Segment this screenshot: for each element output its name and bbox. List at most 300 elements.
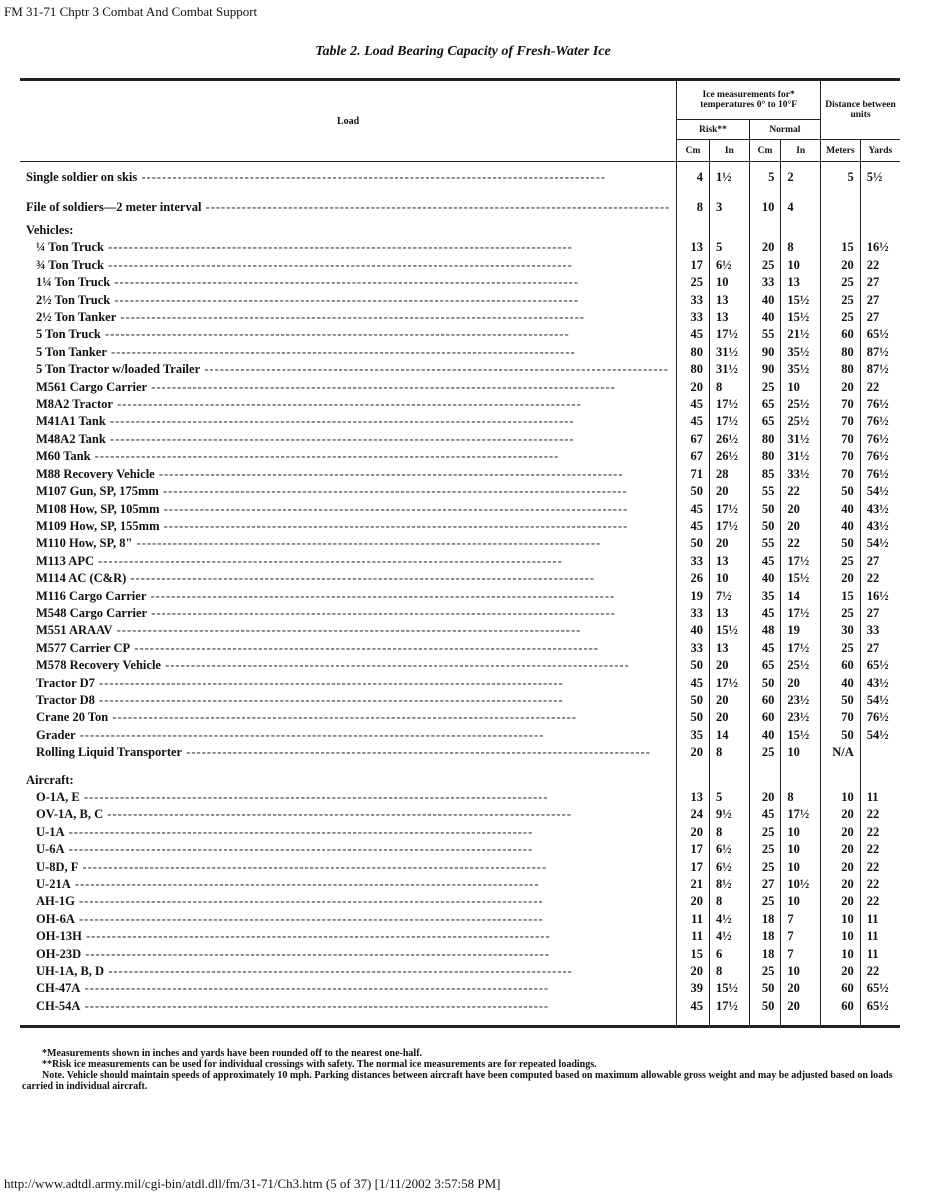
leader-dots: ------------------------------------------------------------------------------------------: [103, 807, 572, 822]
leader-dots: ------------------------------------------------------------------------------------------: [93, 553, 563, 568]
load-label: M110 How, SP, 8": [36, 536, 133, 551]
normal-in-cell: 22: [781, 535, 821, 552]
normal-in-cell: [781, 222, 821, 239]
leader-dots: ------------------------------------------------------------------------------------------: [80, 998, 550, 1013]
table-row: [20, 744, 900, 761]
risk-cm-cell: 45: [677, 396, 710, 413]
yards-cell: 87½: [860, 361, 900, 378]
risk-in-cell: [709, 772, 749, 789]
load-cell: [20, 789, 677, 806]
yards-cell: 16½: [860, 239, 900, 256]
load-label: M561 Cargo Carrier: [36, 379, 148, 394]
yards-cell: 27: [860, 274, 900, 291]
risk-in-cell: 9½: [709, 806, 749, 823]
meters-cell: 25: [821, 553, 861, 570]
ice-capacity-table: [20, 78, 900, 1028]
section-heading: Vehicles:: [26, 223, 74, 237]
meters-cell: 70: [821, 709, 861, 726]
normal-in-cell: 25½: [781, 413, 821, 430]
risk-cm-cell: 19: [677, 588, 710, 605]
load-cell: [20, 431, 677, 448]
yards-cell: 22: [860, 257, 900, 274]
normal-cm-cell: 25: [749, 824, 781, 841]
load-cell: [20, 361, 677, 378]
normal-cm-cell: 33: [749, 274, 781, 291]
load-cell: [20, 859, 677, 876]
normal-cm-cell: 60: [749, 709, 781, 726]
normal-in-cell: 33½: [781, 466, 821, 483]
load-label: O-1A, E: [36, 790, 80, 804]
spacer-cell: [821, 1015, 861, 1027]
table-row: [20, 162, 900, 193]
load-cell: [20, 344, 677, 361]
load-label: U-21A: [36, 877, 71, 892]
table-row: [20, 841, 900, 858]
meters-cell: 70: [821, 413, 861, 430]
spacer-cell: [860, 762, 900, 772]
table-row: [20, 998, 900, 1015]
risk-in-cell: 15½: [709, 622, 749, 639]
yards-cell: 43½: [860, 675, 900, 692]
leader-dots: ------------------------------------------------------------------------------------------: [116, 310, 586, 325]
table-row: [20, 326, 900, 343]
table-row: [20, 946, 900, 963]
table-row: [20, 192, 900, 222]
table-body: [20, 162, 900, 1027]
col-yards: Yards: [860, 140, 900, 162]
risk-cm-cell: 25: [677, 274, 710, 291]
meters-cell: [821, 222, 861, 239]
normal-in-cell: 31½: [781, 431, 821, 448]
yards-cell: 22: [860, 859, 900, 876]
col-meters: Meters: [821, 140, 861, 162]
meters-cell: 20: [821, 876, 861, 893]
normal-in-cell: 35½: [781, 344, 821, 361]
risk-cm-cell: 20: [677, 824, 710, 841]
normal-cm-cell: 5: [749, 162, 781, 193]
normal-cm-cell: 50: [749, 501, 781, 518]
leader-dots: ------------------------------------------------------------------------------------------: [159, 518, 629, 533]
normal-in-cell: 19: [781, 622, 821, 639]
normal-cm-cell: 50: [749, 518, 781, 535]
risk-cm-cell: 71: [677, 466, 710, 483]
page-header: FM 31-71 Chptr 3 Combat And Combat Support: [4, 4, 258, 19]
load-label: 2½ Ton Tanker: [36, 310, 117, 325]
table-row: [20, 483, 900, 500]
meters-cell: 20: [821, 841, 861, 858]
normal-in-cell: 2: [781, 162, 821, 193]
risk-in-cell: 17½: [709, 518, 749, 535]
load-label: Tractor D8: [36, 692, 95, 707]
load-label: OH-6A: [36, 911, 75, 926]
yards-cell: 22: [860, 893, 900, 910]
risk-cm-cell: 33: [677, 605, 710, 622]
normal-cm-cell: 25: [749, 744, 781, 761]
normal-cm-cell: 40: [749, 309, 781, 326]
yards-cell: 22: [860, 963, 900, 980]
normal-cm-cell: 25: [749, 963, 781, 980]
meters-cell: 25: [821, 292, 861, 309]
normal-cm-cell: 55: [749, 535, 781, 552]
yards-cell: 22: [860, 876, 900, 893]
meters-cell: 60: [821, 326, 861, 343]
load-cell: [20, 876, 677, 893]
meters-cell: 40: [821, 518, 861, 535]
leader-dots: ------------------------------------------------------------------------------------------: [132, 536, 602, 551]
load-cell: [20, 379, 677, 396]
leader-dots: ------------------------------------------------------------------------------------------: [80, 981, 550, 996]
normal-cm-cell: 45: [749, 640, 781, 657]
load-cell: [20, 744, 677, 761]
normal-in-cell: 31½: [781, 448, 821, 465]
meters-cell: [821, 192, 861, 222]
risk-cm-cell: 20: [677, 963, 710, 980]
normal-in-cell: 20: [781, 518, 821, 535]
normal-in-cell: 21½: [781, 326, 821, 343]
table-row: [20, 806, 900, 823]
risk-cm-cell: 45: [677, 501, 710, 518]
leader-dots: ------------------------------------------------------------------------------------------: [182, 745, 651, 760]
normal-in-cell: 15½: [781, 570, 821, 587]
risk-cm-cell: 15: [677, 946, 710, 963]
load-cell: [20, 326, 677, 343]
normal-cm-cell: 50: [749, 980, 781, 997]
normal-in-cell: 7: [781, 946, 821, 963]
meters-cell: N/A: [821, 744, 861, 761]
load-label: OH-13H: [36, 929, 82, 944]
normal-cm-cell: 27: [749, 876, 781, 893]
yards-cell: [860, 772, 900, 789]
risk-cm-cell: 17: [677, 841, 710, 858]
risk-in-cell: 17½: [709, 396, 749, 413]
leader-dots: ------------------------------------------------------------------------------------------: [94, 692, 564, 707]
load-cell: [20, 772, 677, 789]
load-label: ¼ Ton Truck: [36, 240, 104, 255]
meters-cell: 40: [821, 675, 861, 692]
leader-dots: ------------------------------------------------------------------------------------------: [130, 640, 599, 655]
risk-cm-cell: 20: [677, 379, 710, 396]
normal-cm-cell: 65: [749, 413, 781, 430]
meters-cell: [821, 772, 861, 789]
table-row: [20, 274, 900, 291]
normal-in-cell: 25½: [781, 396, 821, 413]
risk-cm-cell: 50: [677, 535, 710, 552]
risk-cm-cell: 13: [677, 239, 710, 256]
col-normal-in: In: [781, 140, 821, 162]
normal-in-cell: 4: [781, 192, 821, 222]
table-row: [20, 911, 900, 928]
yards-cell: 54½: [860, 535, 900, 552]
normal-in-cell: 10: [781, 257, 821, 274]
table-row: [20, 413, 900, 430]
meters-cell: 50: [821, 535, 861, 552]
load-cell: [20, 466, 677, 483]
yards-cell: 54½: [860, 727, 900, 744]
col-load: Load: [20, 80, 677, 162]
meters-cell: 50: [821, 483, 861, 500]
meters-cell: 50: [821, 692, 861, 709]
normal-cm-cell: 90: [749, 361, 781, 378]
load-label: M551 ARAAV: [36, 623, 113, 638]
normal-cm-cell: 50: [749, 998, 781, 1015]
normal-in-cell: 14: [781, 588, 821, 605]
risk-in-cell: 13: [709, 640, 749, 657]
normal-cm-cell: 25: [749, 257, 781, 274]
risk-in-cell: 8½: [709, 876, 749, 893]
meters-cell: 10: [821, 928, 861, 945]
risk-cm-cell: 8: [677, 192, 710, 222]
table-row: [20, 640, 900, 657]
footnote-note: Note. Vehicle should maintain speeds of approximately 10 mph. Parking distances between aircraft have been computed based on maximum allowable gross weight and may be adjusted based on loads carried in individual aircraft.: [22, 1070, 893, 1092]
meters-cell: 25: [821, 605, 861, 622]
risk-in-cell: 10: [709, 274, 749, 291]
normal-cm-cell: 48: [749, 622, 781, 639]
meters-cell: 70: [821, 448, 861, 465]
risk-in-cell: 31½: [709, 361, 749, 378]
leader-dots: ------------------------------------------------------------------------------------------: [105, 431, 575, 446]
leader-dots: ------------------------------------------------------------------------------------------: [81, 929, 551, 944]
table-row: [20, 980, 900, 997]
table-row: [20, 789, 900, 806]
spacer-cell: [677, 1015, 710, 1027]
load-label: AH-1G: [36, 894, 75, 909]
yards-cell: 11: [860, 946, 900, 963]
normal-in-cell: 15½: [781, 292, 821, 309]
risk-cm-cell: [677, 222, 710, 239]
meters-cell: 20: [821, 893, 861, 910]
spacer-cell: [749, 1015, 781, 1027]
load-label: Single soldier on skis: [26, 170, 138, 184]
risk-in-cell: 4½: [709, 911, 749, 928]
leader-dots: ------------------------------------------------------------------------------------------: [90, 449, 560, 464]
col-risk-in: In: [709, 140, 749, 162]
risk-in-cell: 17½: [709, 326, 749, 343]
meters-cell: 10: [821, 911, 861, 928]
leader-dots: ------------------------------------------------------------------------------------------: [74, 894, 544, 909]
leader-dots: ------------------------------------------------------------------------------------------: [106, 344, 576, 359]
risk-cm-cell: 67: [677, 448, 710, 465]
normal-cm-cell: 25: [749, 859, 781, 876]
meters-cell: 25: [821, 274, 861, 291]
normal-cm-cell: 60: [749, 692, 781, 709]
leader-dots: ------------------------------------------------------------------------------------------: [100, 327, 570, 342]
normal-cm-cell: 25: [749, 841, 781, 858]
normal-in-cell: 20: [781, 998, 821, 1015]
normal-in-cell: 7: [781, 928, 821, 945]
normal-cm-cell: 40: [749, 570, 781, 587]
leader-dots: ------------------------------------------------------------------------------------------: [201, 200, 671, 214]
risk-cm-cell: 11: [677, 928, 710, 945]
load-label: U-1A: [36, 824, 65, 839]
normal-in-cell: 15½: [781, 309, 821, 326]
yards-cell: 76½: [860, 431, 900, 448]
table-row: [20, 466, 900, 483]
risk-in-cell: 28: [709, 466, 749, 483]
yards-cell: 43½: [860, 501, 900, 518]
normal-cm-cell: 80: [749, 431, 781, 448]
leader-dots: ------------------------------------------------------------------------------------------: [200, 362, 669, 377]
meters-cell: 10: [821, 789, 861, 806]
table-row: [20, 431, 900, 448]
leader-dots: ------------------------------------------------------------------------------------------: [154, 466, 624, 481]
risk-cm-cell: 4: [677, 162, 710, 193]
risk-in-cell: 17½: [709, 501, 749, 518]
risk-in-cell: 13: [709, 309, 749, 326]
yards-cell: 65½: [860, 657, 900, 674]
normal-cm-cell: 10: [749, 192, 781, 222]
load-label: M114 AC (C&R): [36, 571, 127, 586]
table-row: [20, 361, 900, 378]
normal-in-cell: 10: [781, 963, 821, 980]
risk-in-cell: [709, 222, 749, 239]
normal-in-cell: 10: [781, 744, 821, 761]
load-cell: [20, 239, 677, 256]
normal-in-cell: 10½: [781, 876, 821, 893]
normal-cm-cell: 35: [749, 588, 781, 605]
yards-cell: 76½: [860, 709, 900, 726]
load-cell: [20, 692, 677, 709]
yards-cell: [860, 192, 900, 222]
leader-dots: ------------------------------------------------------------------------------------------: [146, 588, 616, 603]
load-cell: [20, 893, 677, 910]
load-label: M88 Recovery Vehicle: [36, 466, 155, 481]
risk-in-cell: 14: [709, 727, 749, 744]
load-label: Crane 20 Ton: [36, 710, 109, 725]
meters-cell: 10: [821, 946, 861, 963]
normal-in-cell: 10: [781, 824, 821, 841]
leader-dots: ------------------------------------------------------------------------------------------: [70, 877, 540, 892]
load-label: Grader: [36, 727, 76, 742]
normal-in-cell: 15½: [781, 727, 821, 744]
risk-cm-cell: 45: [677, 675, 710, 692]
risk-in-cell: 26½: [709, 431, 749, 448]
table-row: [20, 657, 900, 674]
risk-in-cell: 8: [709, 744, 749, 761]
col-normal-cm: Cm: [749, 140, 781, 162]
table-row: [20, 893, 900, 910]
load-cell: [20, 998, 677, 1015]
table-row: [20, 396, 900, 413]
leader-dots: ------------------------------------------------------------------------------------------: [110, 292, 579, 307]
meters-cell: 15: [821, 588, 861, 605]
load-cell: [20, 162, 677, 193]
spacer-cell: [821, 762, 861, 772]
col-distance-group: Distance between units: [821, 80, 900, 140]
table-row: [20, 379, 900, 396]
yards-cell: 87½: [860, 344, 900, 361]
normal-in-cell: 17½: [781, 640, 821, 657]
load-label: M48A2 Tank: [36, 431, 106, 446]
risk-in-cell: 20: [709, 709, 749, 726]
risk-in-cell: 7½: [709, 588, 749, 605]
meters-cell: 40: [821, 501, 861, 518]
load-label: 1¼ Ton Truck: [36, 275, 111, 290]
leader-dots: ------------------------------------------------------------------------------------------: [108, 710, 578, 725]
leader-dots: ------------------------------------------------------------------------------------------: [159, 501, 629, 516]
footnotes: [22, 1048, 902, 1092]
risk-in-cell: 8: [709, 379, 749, 396]
load-label: U-6A: [36, 842, 65, 857]
yards-cell: 43½: [860, 518, 900, 535]
normal-cm-cell: [749, 222, 781, 239]
normal-in-cell: 10: [781, 841, 821, 858]
meters-cell: 20: [821, 859, 861, 876]
meters-cell: 60: [821, 980, 861, 997]
table-row: [20, 344, 900, 361]
load-label: 2½ Ton Truck: [36, 292, 111, 307]
risk-cm-cell: 50: [677, 657, 710, 674]
risk-in-cell: 20: [709, 535, 749, 552]
meters-cell: 60: [821, 657, 861, 674]
load-cell: [20, 980, 677, 997]
meters-cell: 30: [821, 622, 861, 639]
leader-dots: ------------------------------------------------------------------------------------------: [103, 240, 573, 255]
risk-in-cell: 6: [709, 946, 749, 963]
load-label: M577 Carrier CP: [36, 640, 131, 655]
yards-cell: 27: [860, 292, 900, 309]
section-heading-row: [20, 222, 900, 239]
normal-cm-cell: 50: [749, 675, 781, 692]
normal-in-cell: 17½: [781, 806, 821, 823]
leader-dots: ------------------------------------------------------------------------------------------: [112, 623, 582, 638]
leader-dots: ------------------------------------------------------------------------------------------: [78, 859, 548, 874]
table-row: [20, 535, 900, 552]
risk-cm-cell: 50: [677, 692, 710, 709]
load-label: M60 Tank: [36, 449, 91, 464]
normal-in-cell: 23½: [781, 709, 821, 726]
load-label: 5 Ton Tanker: [36, 344, 107, 359]
load-label: 5 Ton Truck: [36, 327, 101, 342]
table-row: [20, 518, 900, 535]
load-label: M548 Cargo Carrier: [36, 605, 148, 620]
load-cell: [20, 222, 677, 239]
risk-cm-cell: 45: [677, 518, 710, 535]
load-label: OH-23D: [36, 946, 82, 961]
normal-cm-cell: 25: [749, 379, 781, 396]
risk-cm-cell: 33: [677, 309, 710, 326]
table-row: [20, 292, 900, 309]
load-label: U-8D, F: [36, 859, 79, 874]
table-row: [20, 876, 900, 893]
risk-in-cell: 20: [709, 657, 749, 674]
load-cell: [20, 963, 677, 980]
leader-dots: ------------------------------------------------------------------------------------------: [160, 658, 630, 673]
risk-cm-cell: 45: [677, 413, 710, 430]
yards-cell: 65½: [860, 998, 900, 1015]
load-label: CH-47A: [36, 981, 81, 996]
load-label: OV-1A, B, C: [36, 807, 104, 822]
normal-in-cell: 10: [781, 859, 821, 876]
load-cell: [20, 605, 677, 622]
risk-cm-cell: 26: [677, 570, 710, 587]
risk-in-cell: 8: [709, 893, 749, 910]
spacer-cell: [20, 1015, 677, 1027]
yards-cell: 76½: [860, 466, 900, 483]
risk-in-cell: 8: [709, 963, 749, 980]
footnote-rounding: *Measurements shown in inches and yards have been rounded off to the nearest one-half.: [42, 1048, 423, 1059]
risk-in-cell: 17½: [709, 998, 749, 1015]
normal-cm-cell: 25: [749, 893, 781, 910]
load-label: Rolling Liquid Transporter: [36, 745, 183, 760]
normal-in-cell: 8: [781, 789, 821, 806]
table-row: [20, 605, 900, 622]
yards-cell: 65½: [860, 980, 900, 997]
table-row: [20, 859, 900, 876]
spacer-row: [20, 762, 900, 772]
table-row: [20, 448, 900, 465]
risk-cm-cell: 39: [677, 980, 710, 997]
spacer-cell: [749, 762, 781, 772]
